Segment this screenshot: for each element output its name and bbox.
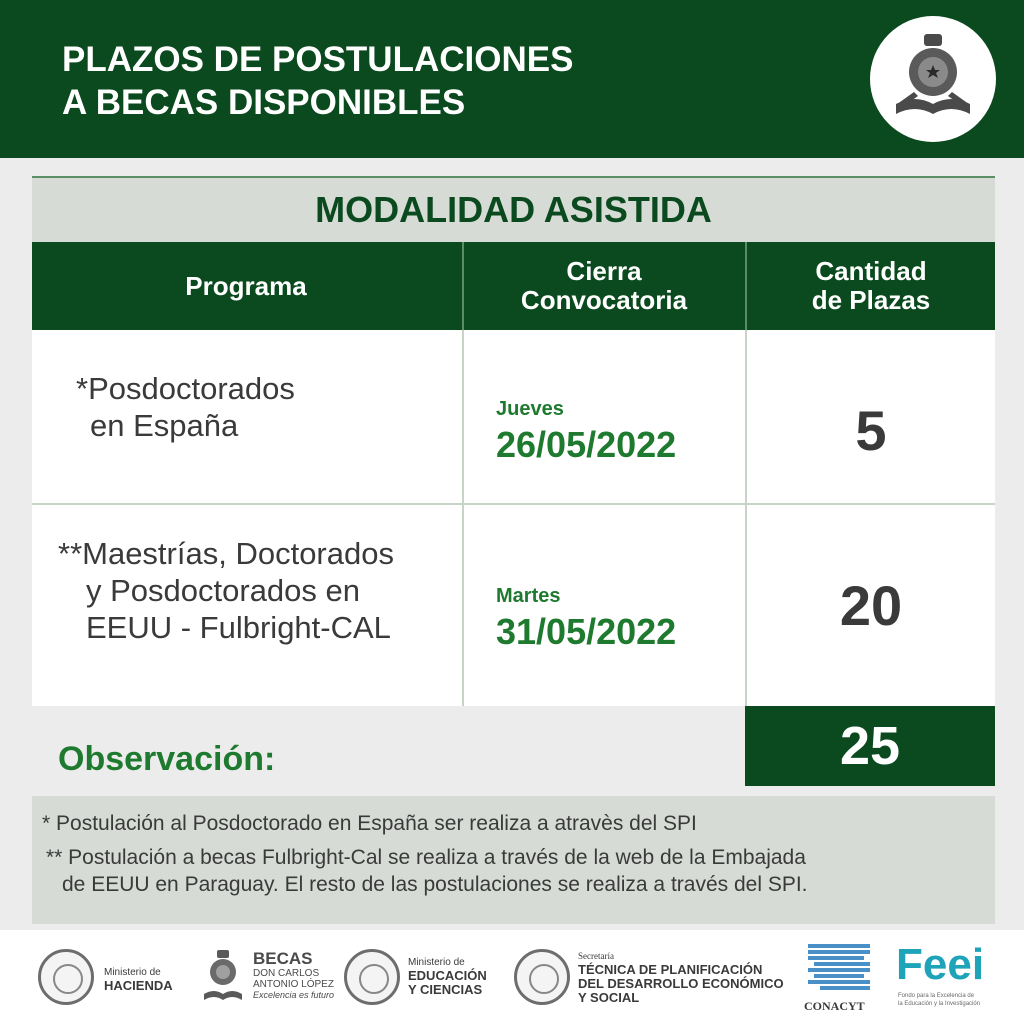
deadline-cell (462, 505, 745, 706)
scholarship-book-icon (870, 16, 996, 142)
quantity-cell (745, 330, 995, 503)
column-header-cantidad: Cantidad de Plazas (745, 242, 995, 330)
note-2-line-1: ** Postulación a becas Fulbright-Cal se realiza a través de la web de la Embajada (46, 846, 806, 869)
program-name: *Posdoctorados (76, 371, 295, 406)
quantity-cell (745, 505, 995, 706)
header-banner (0, 0, 1024, 158)
table-header (32, 242, 995, 330)
table-row (32, 505, 995, 706)
mec-logo-text: Ministerio de EDUCACIÓN Y CIENCIAS (408, 957, 487, 997)
footer-logos (0, 930, 1024, 1024)
note-2-line-2: de EEUU en Paraguay. El resto de las postulaciones se realiza a través del SPI. (62, 873, 808, 896)
program-cell (32, 505, 462, 706)
total-quantity: 25 (745, 706, 995, 786)
deadline-cell (462, 330, 745, 503)
column-header-programa: Programa (185, 270, 307, 301)
becas-logo-text: BECAS DON CARLOS ANTONIO LÓPEZ Excelencia es futuro (253, 949, 335, 1000)
quantity-value: 5 (855, 399, 887, 462)
becas-logo-icon (200, 948, 246, 1006)
title-line-2: A BECAS DISPONIBLES (62, 83, 466, 122)
conacyt-logo-text: CONACYT (804, 999, 865, 1013)
observation-notes (32, 796, 995, 924)
table-title: MODALIDAD ASISTIDA (32, 176, 995, 242)
table-row (32, 330, 995, 505)
title-line-1: PLAZOS DE POSTULACIONES (62, 40, 574, 79)
deadline-date: 31/05/2022 (496, 611, 677, 652)
stp-logo-text: Secretaría TÉCNICA DE PLANIFICACIÓN DEL DESARROLLO ECONÓMICO Y SOCIAL (578, 951, 784, 1005)
column-header-cierra: Cierra Convocatoria (462, 242, 744, 330)
observation-label: Observación: (58, 740, 276, 778)
deadline-day: Martes (496, 585, 561, 607)
program-name: EEUU - Fulbright-CAL (86, 610, 391, 645)
hacienda-logo-text: Ministerio de HACIENDA (104, 967, 173, 993)
scholarship-table (32, 176, 995, 706)
paraguay-seal-icon (344, 949, 400, 1005)
deadline-date: 26/05/2022 (496, 424, 677, 465)
note-1: * Postulación al Posdoctorado en España ser realiza a atravès del SPI (42, 812, 697, 835)
feei-logo-subtitle: Fondo para la Excelencia de la Educación y la Investigación (898, 993, 981, 1007)
deadline-day: Jueves (496, 398, 564, 420)
program-name: **Maestrías, Doctorados (58, 536, 394, 571)
program-name: y Posdoctorados en (86, 573, 361, 608)
program-name: en España (90, 408, 239, 443)
quantity-value: 20 (839, 574, 903, 637)
conacyt-logo-icon (804, 940, 874, 1000)
paraguay-seal-icon (514, 949, 570, 1005)
page-title (62, 38, 573, 124)
program-cell (32, 330, 462, 503)
paraguay-seal-icon (38, 949, 94, 1005)
feei-logo-text: Feei (896, 940, 985, 989)
